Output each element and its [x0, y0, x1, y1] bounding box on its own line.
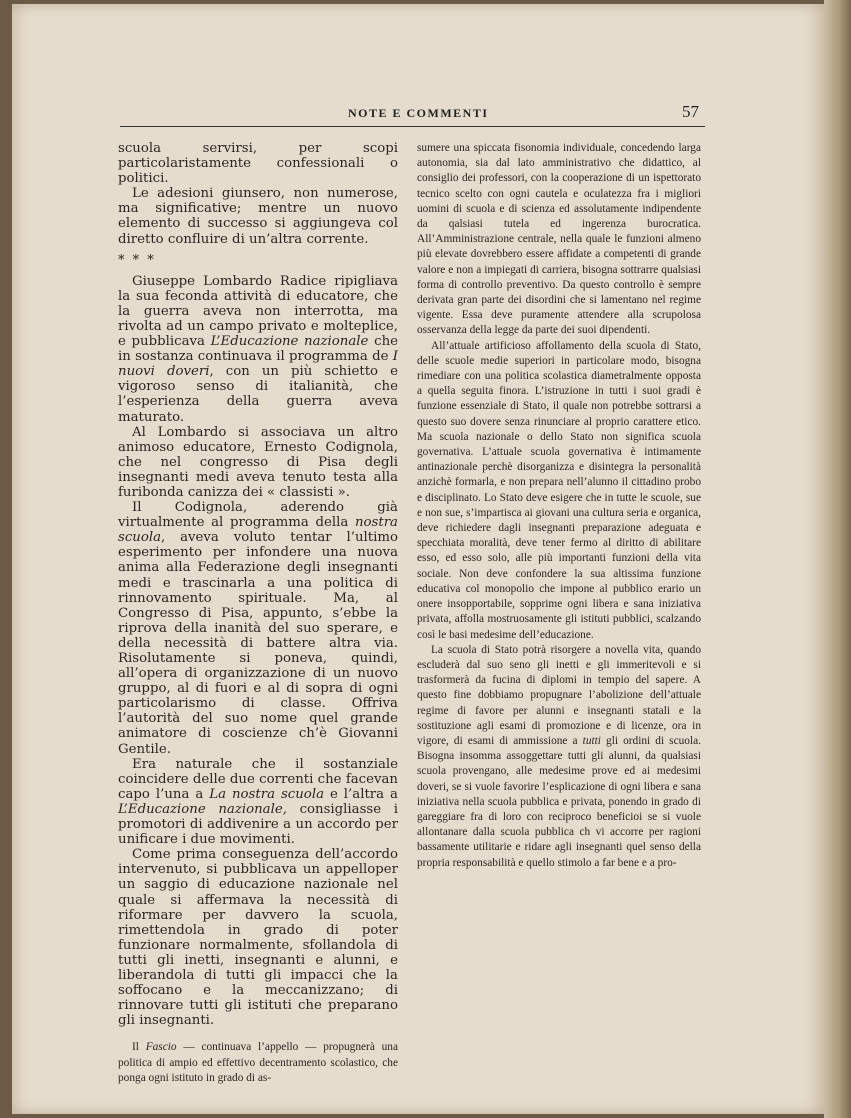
journal-title: Fascio	[145, 1041, 177, 1054]
journal-title: La nostra scuola	[209, 786, 324, 802]
paragraph: Giuseppe Lombardo Radice ripigliava la sua feconda attività di educatore, che la guerra aveva non interrotta, ma rivolta ad un campo privato e molteplice, e pubblicava L’Educazione nazionale che in sostanza continuava il programma de I nuovi doveri, con un più schietto e vigoroso senso di italianità, che l’esperienza della guerra aveva maturato.	[118, 273, 398, 425]
quoted-paragraph: Il Fascio — continuava l’appello — propugnerà una politica di ampio ed effettivo decentramento scolastico, che ponga ogni istituto in grado di as-	[118, 1041, 398, 1084]
paragraph: Era naturale che il sostanziale coincidere delle due correnti che facevan capo l’una a La nostra scuola e l’altra a L’Educazione nazionale, consigliasse i promotori di addivenire a un accordo per unificare i due movimenti.	[118, 756, 399, 848]
left-column	[118, 141, 398, 1086]
page-number: 57	[682, 102, 699, 121]
journal-title: L’Educazione nazionale,	[118, 801, 287, 817]
page-header	[120, 104, 705, 127]
paragraph: Le adesioni giunsero, non numerose, ma significative; mentre un nuovo elemento di successo si aggiungeva col diretto confluire di un’altra corrente.	[118, 186, 398, 247]
emphasis: tutti	[582, 734, 601, 747]
section-separator: * * *	[118, 252, 156, 268]
paragraph: Il Codignola, aderendo già virtualmente al programma della nostra scuola, aveva voluto tentar l’ultimo esperimento per infondere una nuova anima alla Federazione degli insegnanti medi e trascinarla a una politica di rinnovamento spirituale. Ma, al Congresso di Pisa, appunto, s’ebbe la riprova della inanità del suo sperare, e della necessità di battere altra via. Risolutamente si poneva, quindi, all’opera di organizzazione di un nuovo gruppo, al di fuori e al di sopra di ogni particolarismo di classe. Offriva l’autorità del suo nome quel grande animatore di coscienze ch’è Giovanni Gentile.	[118, 500, 398, 757]
adjacent-page-edge	[824, 0, 851, 1118]
journal-title: I nuovi doveri	[118, 349, 398, 380]
quoted-paragraph: sumere una spiccata fisonomia individuale, concedendo larga autonomia, sia dal lato amministrativo che didattico, al consiglio dei professori, con la cooperazione di un ispettorato tecnico scelto con ogni cautela e oculatezza fra i migliori uomini di scuola e di scienza ed assolutamente indipendente da qalsiasi tutela ed ingerenza burocratica. All’Amministrazione centrale, nella quale le funzioni almeno più elevate dovrebbero essere affidate a competenti di grande valore e non a impiegati di carriera, bisogna sottrarre qualsiasi forma di controllo preventivo. Da questo controllo è sempre derivata gran parte dei disordini che si lamentano nel regime vigente. Essa deve puramente attendere alla scrupolosa osservanza della legge da parte dei suoi dipendenti.	[417, 142, 701, 337]
quoted-paragraph: All’attuale artificioso affollamento della scuola di Stato, delle scuole medie superiori in particolare modo, bisogna rimediare con una politica scolastica diametralmente opposta a quella seguita finora. L’istruzione in tutti i suoi gradi è funzione essenziale di Stato, il quale non potrebbe sottrarsi a questo suo dovere senza rinunciare al proprio carattere etico. Ma scuola nazionale o dello Stato non significa scuola governativa. L’attuale scuola governativa è intimamente antinazionale perchè disorganizza e disintegra la personalità anzichè formarla, e non prepara nell’alunno il cittadino probo e disciplinato. Lo Stato deve esigere che in tutte le scuole, sue e non sue, s’impartisca ai giovani una cultura seria e organica, deve richiedere dagli insegnanti preparazione adeguata e specchiata moralità, deve tener fermo al diritto di abilitare esso, ed esso solo, alle più importanti funzioni della vita sociale. Non deve confondere la sua altissima funzione educativa col monopolio che impone al pubblico erario un onere insopportabile, sopprime ogni libera e sana iniziativa privata, affolla mostruosamente gli istituti pubblici, scalzando così le basi medesime dell’educazione.	[417, 339, 701, 641]
journal-title: nostra scuola	[118, 515, 398, 546]
paragraph: Come prima conseguenza dell’accordo intervenuto, si pubblicava un appelloper un saggio di educazione nazionale nel quale si affermava la necessità di riformare per davvero la scuola, rimettendola in grado di poter funzionare normalmente, sfollandola di tutti gli inetti, insegnanti e alunni, e liberandola di tutti gli impacci che la soffocano e la meccanizzano; di rinnovare tutti gli istituti che preparano gli insegnanti.	[118, 847, 398, 1029]
right-column	[417, 141, 701, 871]
paragraph: Al Lombardo si associava un altro animoso educatore, Ernesto Codignola, che nel congresso di Pisa degli insegnanti medi aveva tenuto testa alla furibonda canizza dei « classisti ».	[118, 424, 398, 500]
paragraph: scuola servirsi, per scopi particolaristamente confessionali o politici.	[118, 141, 398, 187]
journal-title: L’Educazione nazionale	[210, 334, 369, 350]
running-head: NOTE E COMMENTI	[348, 106, 489, 120]
quoted-paragraph: La scuola di Stato potrà risorgere a novella vita, quando escluderà dal suo seno gli inetti e gli immeritevoli e si trasformerà da fucina di diplomi in tempio del sapere. A questo fine dobbiamo propugnare l’abolizione dell’attuale regime di favore per alunni e insegnanti statali e la sostituzione agli esami di promozione e di licenze, ora in vigore, di esami di ammissione a tutti gli ordini di scuola. Bisogna insomma assoggettare tutti gli alunni, da qualsiasi scuola provengano, alle medesime prove ed ai medesimi doveri, se si vuole favorire l’esplicazione di ogni libera e sana iniziativa nella scuola pubblica e privata, ponendo in grado di gareggiare fra di loro con reciproco beneficioi se si vuole allontanare dalla scuola pubblica ch vi accorre per ragioni bassamente utilitarie e ridare agli insegnanti quel senso della propria responsabilità e quello stimolo a far bene e a pro-	[417, 643, 702, 869]
